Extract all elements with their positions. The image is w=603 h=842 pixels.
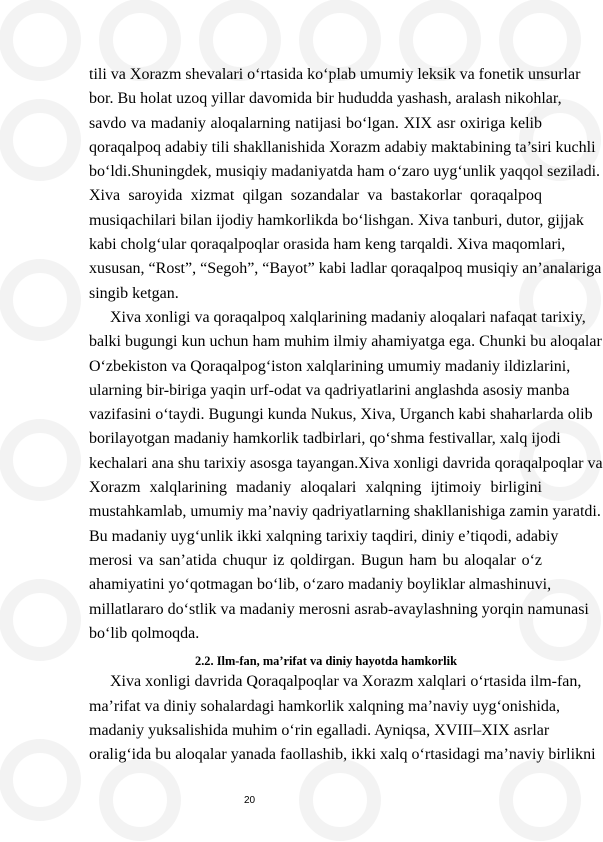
text-line: O‘zbekiston va Qoraqalpog‘iston xalqlarining umumiy madaniy ildizlarini, (89, 357, 571, 375)
text-line: ma’rifat va diniy sohalardagi hamkorlik xalqning ma’naviy uyg‘onishida, (89, 697, 560, 715)
text-line: ahamiyatini yo‘qotmagan bo‘lib, o‘zaro madaniy boyliklar almashinuvi, (89, 576, 552, 594)
text-line: vazifasini o‘taydi. Bugungi kunda Nukus, Xiva, Urganch kabi shaharlarda olib (89, 406, 593, 424)
text-line: bo‘lib qolmoqda. (89, 624, 200, 642)
text-line: bor. Bu holat uzoq yillar davomida bir hududda yashash, aralash nikohlar, (89, 90, 562, 108)
text-line: ularning bir-biriga yaqin urf-odat va qadriyatlarini anglashda asosiy manba (89, 381, 570, 399)
text-line: savdo va madaniy aloqalarning natijasi bo‘lgan. XIX asr oxiriga kelib (89, 114, 542, 132)
text-line: tili va Xorazm shevalari o‘rtasida ko‘plab umumiy leksik va fonetik unsurlar (89, 66, 581, 83)
text-line: kechalari ana shu tarixiy asosga tayangan.Xiva xonligi davrida qoraqalpoqlar va (89, 454, 603, 472)
text-line: millatlararo do‘stlik va madaniy merosni asrab-avaylashning yorqin namunasi (89, 600, 589, 618)
text-line: Bu madaniy uyg‘unlik ikki xalqning tarixiy taqdiri, diniy e’tiqodi, adabiy (89, 527, 559, 545)
text-line: madaniy yuksalishida muhim o‘rin egalladi. Ayniqsa, XVIII–XIX asrlar (89, 722, 550, 740)
text-line: mustahkamlab, umumiy ma’naviy qadriyatlarning shakllanishiga zamin yaratdi. (89, 503, 601, 521)
text-line: qoraqalpoq adabiy tili shakllanishida Xorazm adabiy maktabining ta’siri kuchli (89, 138, 596, 156)
text-line: Xiva xonligi va qoraqalpoq xalqlarining madaniy aloqalari nafaqat tarixiy, (110, 308, 586, 326)
text-line: Xiva saroyida xizmat qilgan sozandalar va bastakorlar qoraqalpoq (89, 187, 542, 205)
text-line: oralig‘ida bu aloqalar yanada faollashib, ikki xalq o‘rtasidagi ma’naviy birlikni (89, 746, 596, 764)
text-line: musiqachilari bilan ijodiy hamkorlikda bo‘lishgan. Xiva tanburi, dutor, gijjak (89, 211, 584, 229)
text-line: xususan, “Rost”, “Segoh”, “Bayot” kabi ladlar qoraqalpoq musiqiy an’analariga (89, 260, 602, 278)
text-line: balki bugungi kun uchun ham muhim ilmiy ahamiyatga ega. Chunki bu aloqalar (89, 333, 602, 351)
text-line: kabi cholg‘ular qoraqalpoqlar orasida ham keng tarqaldi. Xiva maqomlari, (89, 236, 566, 254)
text-line: Xorazm xalqlarining madaniy aloqalari xalqning ijtimoiy birligini (89, 479, 542, 497)
section-heading: 2.2. Ilm-fan, ma’rifat va diniy hayotda hamkorlik (195, 654, 457, 669)
text-line: bo‘ldi.Shuningdek, musiqiy madaniyatda ham o‘zaro uyg‘unlik yaqqol seziladi. (89, 163, 601, 181)
text-line: singib ketgan. (89, 284, 179, 302)
document-body (89, 66, 603, 771)
text-line: borilayotgan madaniy hamkorlik tadbirlari, qo‘shma festivallar, xalq ijodi (89, 430, 561, 448)
page-number: 20 (244, 795, 256, 806)
text-block (89, 66, 603, 771)
text-line: Xiva xonligi davrida Qoraqalpoqlar va Xorazm xalqlari o‘rtasida ilm-fan, (110, 673, 582, 691)
text-line: merosi va san’atida chuqur iz qoldirgan. Bugun ham bu aloqalar o‘z (89, 551, 542, 569)
